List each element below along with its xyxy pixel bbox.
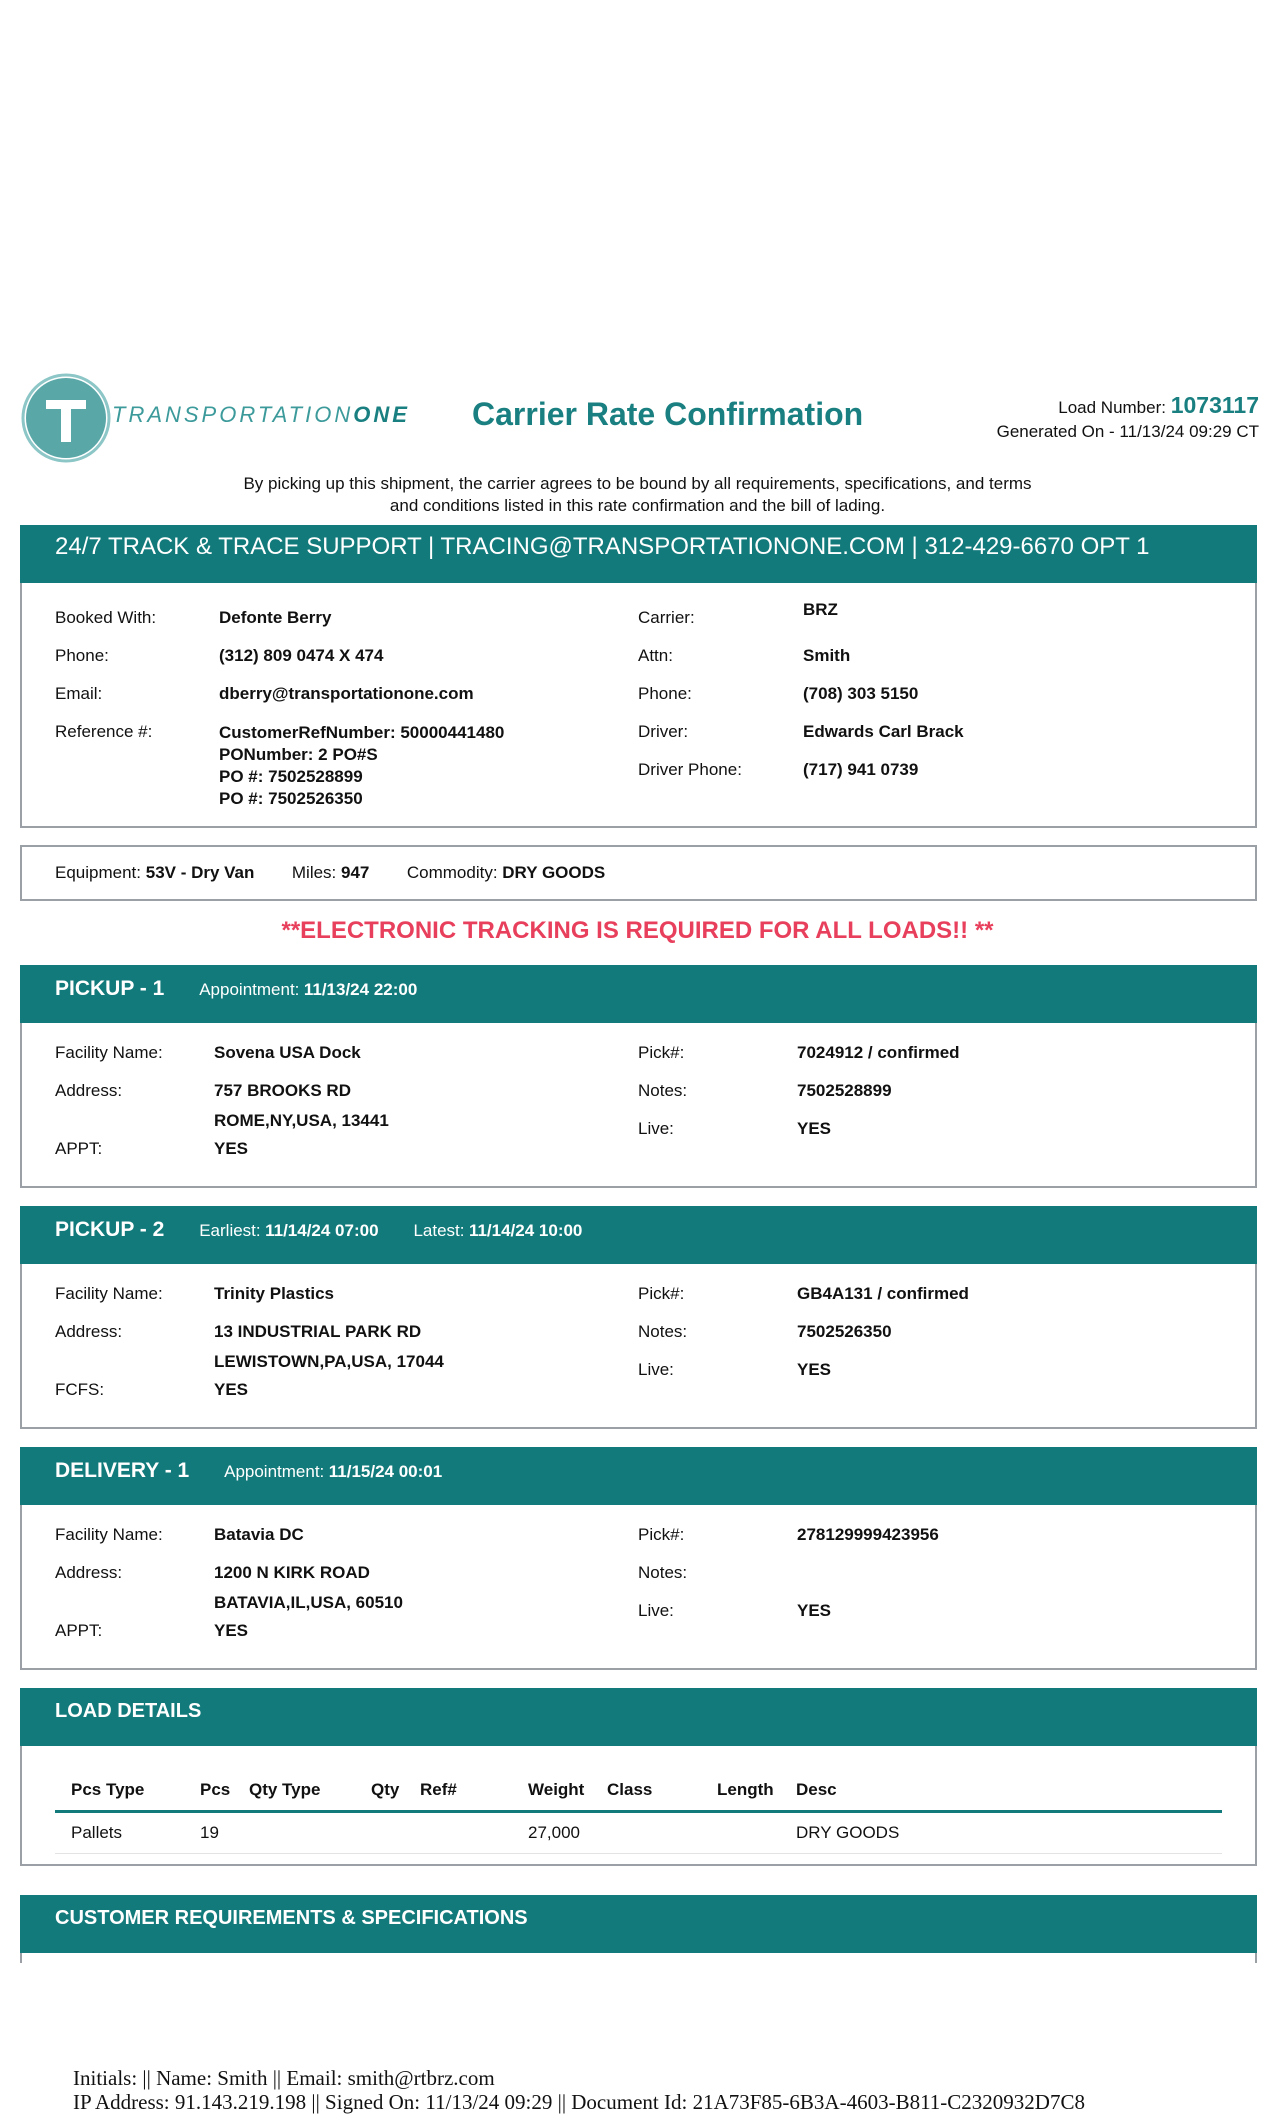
reference-item: PO #: 7502528899 [219, 767, 363, 786]
appt-label: APPT: [55, 1621, 103, 1640]
facility-value: Batavia DC [214, 1525, 304, 1544]
booking-phone-value: (312) 809 0474 X 474 [219, 646, 384, 665]
reference-list [219, 722, 504, 810]
fcfs-label: FCFS: [55, 1380, 105, 1399]
live-value: YES [797, 1601, 832, 1620]
address-label: Address: [55, 1081, 123, 1100]
commodity-value: DRY GOODS [502, 863, 606, 882]
latest-label: Latest: [413, 1221, 465, 1240]
load-details-title: LOAD DETAILS [55, 1700, 202, 1722]
driver-phone-label: Driver Phone: [638, 760, 742, 779]
address-label: Address: [55, 1563, 123, 1582]
carrier-value: BRZ [803, 600, 838, 619]
stop-title: PICKUP - 2 [55, 1218, 165, 1241]
facility-label: Facility Name: [55, 1284, 163, 1303]
address-value [214, 1317, 444, 1377]
load-details-table [55, 1770, 1222, 1854]
address-line-2: BATAVIA,IL,USA, 60510 [214, 1593, 403, 1612]
address-line-1: 13 INDUSTRIAL PARK RD [214, 1322, 422, 1341]
signature-info: Initials: || Name: Smith || Email: smith@rtbrz.com [73, 2066, 495, 2090]
table-header-row [55, 1770, 1222, 1812]
disclaimer [100, 473, 1175, 517]
column-header: Pcs Type [71, 1780, 145, 1799]
pick-label: Pick#: [638, 1284, 685, 1303]
pick-label: Pick#: [638, 1525, 685, 1544]
booked-with-label: Booked With: [55, 608, 157, 627]
company-logo [20, 372, 410, 472]
table-cell: DRY GOODS [796, 1823, 900, 1842]
pick-value: 7024912 / confirmed [797, 1043, 960, 1062]
attn-value: Smith [803, 646, 851, 665]
driver-label: Driver: [638, 722, 689, 741]
pick-value: 278129999423956 [797, 1525, 939, 1544]
carrier-phone-value: (708) 303 5150 [803, 684, 919, 703]
table-row [55, 1812, 1222, 1854]
live-label: Live: [638, 1601, 674, 1620]
reference-label: Reference #: [55, 722, 153, 741]
pickup-2-header [20, 1206, 1257, 1264]
reference-item: PO #: 7502526350 [219, 789, 363, 808]
table-cell [371, 1812, 420, 1854]
notes-label: Notes: [638, 1322, 688, 1341]
notes-value: 7502526350 [797, 1322, 892, 1341]
driver-value: Edwards Carl Brack [803, 722, 964, 741]
appt-value: YES [214, 1621, 249, 1640]
table-cell: 27,000 [528, 1823, 580, 1842]
column-header: Desc [796, 1780, 837, 1799]
live-label: Live: [638, 1360, 674, 1379]
pickup-1-header [20, 965, 1257, 1023]
reference-item: PONumber: 2 PO#S [219, 745, 378, 764]
load-details-table-wrap [55, 1770, 1222, 1854]
equipment-line [55, 863, 605, 883]
disclaimer-line-1: By picking up this shipment, the carrier agrees to be bound by all requirements, specifications, and terms [243, 474, 1032, 493]
miles-label: Miles: [291, 863, 337, 882]
page-title: Carrier Rate Confirmation [472, 396, 864, 432]
booking-email-label: Email: [55, 684, 103, 703]
address-value [214, 1076, 389, 1136]
column-header: Qty [371, 1780, 400, 1799]
table-cell [420, 1812, 528, 1854]
customer-requirements-title: CUSTOMER REQUIREMENTS & SPECIFICATIONS [55, 1907, 528, 1929]
appt-label: APPT: [55, 1139, 103, 1158]
address-line-2: LEWISTOWN,PA,USA, 17044 [214, 1352, 444, 1371]
stop-title: PICKUP - 1 [55, 977, 165, 1000]
load-number-label: Load Number: [1058, 398, 1166, 417]
booked-with-value: Defonte Berry [219, 608, 332, 627]
appt-value: YES [214, 1139, 249, 1158]
load-details-header [20, 1688, 1257, 1746]
column-header: Pcs [200, 1780, 231, 1799]
reference-item: CustomerRefNumber: 50000441480 [219, 723, 505, 742]
live-value: YES [797, 1119, 832, 1138]
address-value [214, 1558, 403, 1618]
tracking-warning: **ELECTRONIC TRACKING IS REQUIRED FOR ALL LOADS!! ** [281, 917, 994, 944]
address-line-1: 757 BROOKS RD [214, 1081, 351, 1100]
column-header: Weight [528, 1780, 585, 1799]
facility-value: Trinity Plastics [214, 1284, 334, 1303]
notes-label: Notes: [638, 1563, 688, 1582]
column-header: Length [717, 1780, 774, 1799]
booking-phone-label: Phone: [55, 646, 109, 665]
carrier-phone-label: Phone: [638, 684, 692, 703]
notes-label: Notes: [638, 1081, 688, 1100]
generated-on: Generated On - 11/13/24 09:29 CT [996, 422, 1259, 441]
appointment-label: Appointment: [224, 1462, 325, 1481]
load-number [1058, 392, 1259, 419]
customer-requirements-header [20, 1895, 1257, 1953]
earliest-label: Earliest: [199, 1221, 261, 1240]
facility-value: Sovena USA Dock [214, 1043, 361, 1062]
carrier-label: Carrier: [638, 608, 695, 627]
column-header: Ref# [420, 1780, 457, 1799]
stop-title: DELIVERY - 1 [55, 1459, 190, 1482]
live-value: YES [797, 1360, 832, 1379]
pick-label: Pick#: [638, 1043, 685, 1062]
address-line-2: ROME,NY,USA, 13441 [214, 1111, 389, 1130]
table-cell [249, 1812, 371, 1854]
logo-text-bold: ONE [353, 402, 410, 427]
table-cell [607, 1812, 717, 1854]
appointment-label: Appointment: [199, 980, 300, 999]
equipment-value: 53V - Dry Van [145, 863, 255, 882]
delivery-1-header [20, 1447, 1257, 1505]
table-cell [717, 1812, 796, 1854]
load-number-value: 1073117 [1170, 392, 1259, 418]
table-cell: Pallets [71, 1823, 123, 1842]
notes-value: 7502528899 [797, 1081, 892, 1100]
live-label: Live: [638, 1119, 674, 1138]
booking-email-value: dberry@transportationone.com [219, 684, 474, 703]
support-banner: 24/7 TRACK & TRACE SUPPORT | TRACING@TRANSPORTATIONONE.COM | 312-429-6670 OPT 1 [20, 525, 1257, 583]
address-label: Address: [55, 1322, 123, 1341]
attn-label: Attn: [638, 646, 673, 665]
facility-label: Facility Name: [55, 1525, 163, 1544]
driver-phone-value: (717) 941 0739 [803, 760, 919, 779]
earliest-value: 11/14/24 07:00 [265, 1221, 379, 1240]
column-header: Class [607, 1780, 653, 1799]
disclaimer-line-2: and conditions listed in this rate confirmation and the bill of lading. [389, 496, 886, 515]
equipment-label: Equipment: [55, 863, 141, 882]
appointment-value: 11/13/24 22:00 [303, 980, 418, 999]
table-cell: 19 [200, 1823, 219, 1842]
column-header: Qty Type [249, 1780, 321, 1799]
document-info: IP Address: 91.143.219.198 || Signed On: 11/13/24 09:29 || Document Id: 21A73F85-6B3A-4603-B811-C2320932D7C8 [73, 2090, 1085, 2114]
latest-value: 11/14/24 10:00 [468, 1221, 583, 1240]
miles-value: 947 [341, 863, 370, 882]
appointment-value: 11/15/24 00:01 [328, 1462, 443, 1481]
logo-text: TRANSPORTATION [112, 402, 354, 427]
address-line-1: 1200 N KIRK ROAD [214, 1563, 370, 1582]
pick-value: GB4A131 / confirmed [797, 1284, 969, 1303]
commodity-label: Commodity: [406, 863, 498, 882]
fcfs-value: YES [214, 1380, 249, 1399]
facility-label: Facility Name: [55, 1043, 163, 1062]
